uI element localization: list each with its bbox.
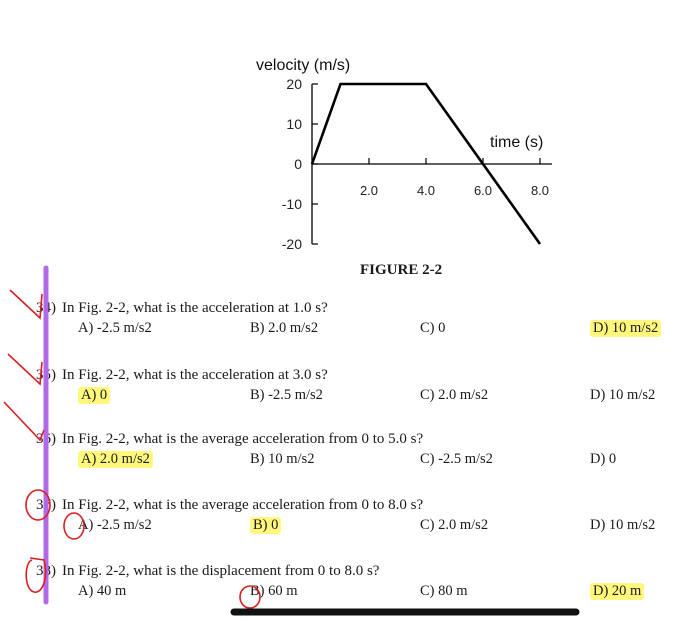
x-axis-title: time (s) bbox=[490, 134, 544, 151]
answer-option-c: C) -2.5 m/s2 bbox=[420, 451, 493, 467]
answer-option-b: B) 60 m bbox=[250, 583, 298, 599]
y-tick-label: -10 bbox=[281, 196, 302, 212]
answer-option-b: B) 0 bbox=[250, 517, 281, 534]
question-number: 37) bbox=[36, 497, 56, 513]
question-text: In Fig. 2-2, what is the displacement from 0 to 8.0 s? bbox=[62, 563, 380, 579]
question-number: 38) bbox=[36, 563, 56, 579]
answer-option-c: C) 2.0 m/s2 bbox=[420, 387, 489, 403]
answer-option-d: D) 10 m/s2 bbox=[590, 387, 656, 403]
answer-option-c: C) 80 m bbox=[420, 583, 468, 599]
answer-option-c: C) 0 bbox=[420, 320, 446, 336]
answer-option-c: C) 2.0 m/s2 bbox=[420, 517, 489, 533]
question-number: 34) bbox=[36, 300, 56, 316]
x-tick-label: 8.0 bbox=[530, 183, 550, 198]
answer-option-d: D) 10 m/s2 bbox=[590, 320, 661, 337]
answer-option-b: B) -2.5 m/s2 bbox=[250, 387, 323, 403]
answer-option-d: D) 0 bbox=[590, 451, 617, 467]
answer-option-b: B) 2.0 m/s2 bbox=[250, 320, 319, 336]
question-number: 35) bbox=[36, 367, 56, 383]
answer-option-a: A) 2.0 m/s2 bbox=[78, 451, 153, 468]
y-axis-title: velocity (m/s) bbox=[256, 57, 351, 74]
answer-option-d: D) 10 m/s2 bbox=[590, 517, 656, 533]
x-tick-label: 4.0 bbox=[416, 183, 436, 198]
question-text: In Fig. 2-2, what is the average acceleration from 0 to 5.0 s? bbox=[62, 431, 424, 447]
y-tick-label: -20 bbox=[281, 236, 302, 252]
question-number: 36) bbox=[36, 431, 56, 447]
question-text: In Fig. 2-2, what is the acceleration at 3.0 s? bbox=[62, 367, 328, 383]
answer-option-d: D) 20 m bbox=[590, 583, 644, 600]
answer-option-a: A) 0 bbox=[78, 387, 110, 404]
answer-option-b: B) 10 m/s2 bbox=[250, 451, 315, 467]
x-tick-label: 6.0 bbox=[473, 183, 493, 198]
figure-caption: FIGURE 2-2 bbox=[360, 262, 443, 278]
x-tick-label: 2.0 bbox=[359, 183, 379, 198]
y-tick-label: 0 bbox=[294, 156, 302, 172]
y-tick-label: 20 bbox=[286, 76, 302, 92]
answer-option-a: A) 40 m bbox=[78, 583, 127, 599]
question-text: In Fig. 2-2, what is the average acceleration from 0 to 8.0 s? bbox=[62, 497, 424, 513]
velocity-time-chart bbox=[0, 0, 700, 300]
answer-option-a: A) -2.5 m/s2 bbox=[78, 517, 152, 533]
y-tick-label: 10 bbox=[286, 116, 302, 132]
answer-option-a: A) -2.5 m/s2 bbox=[78, 320, 152, 336]
question-text: In Fig. 2-2, what is the acceleration at 1.0 s? bbox=[62, 300, 328, 316]
